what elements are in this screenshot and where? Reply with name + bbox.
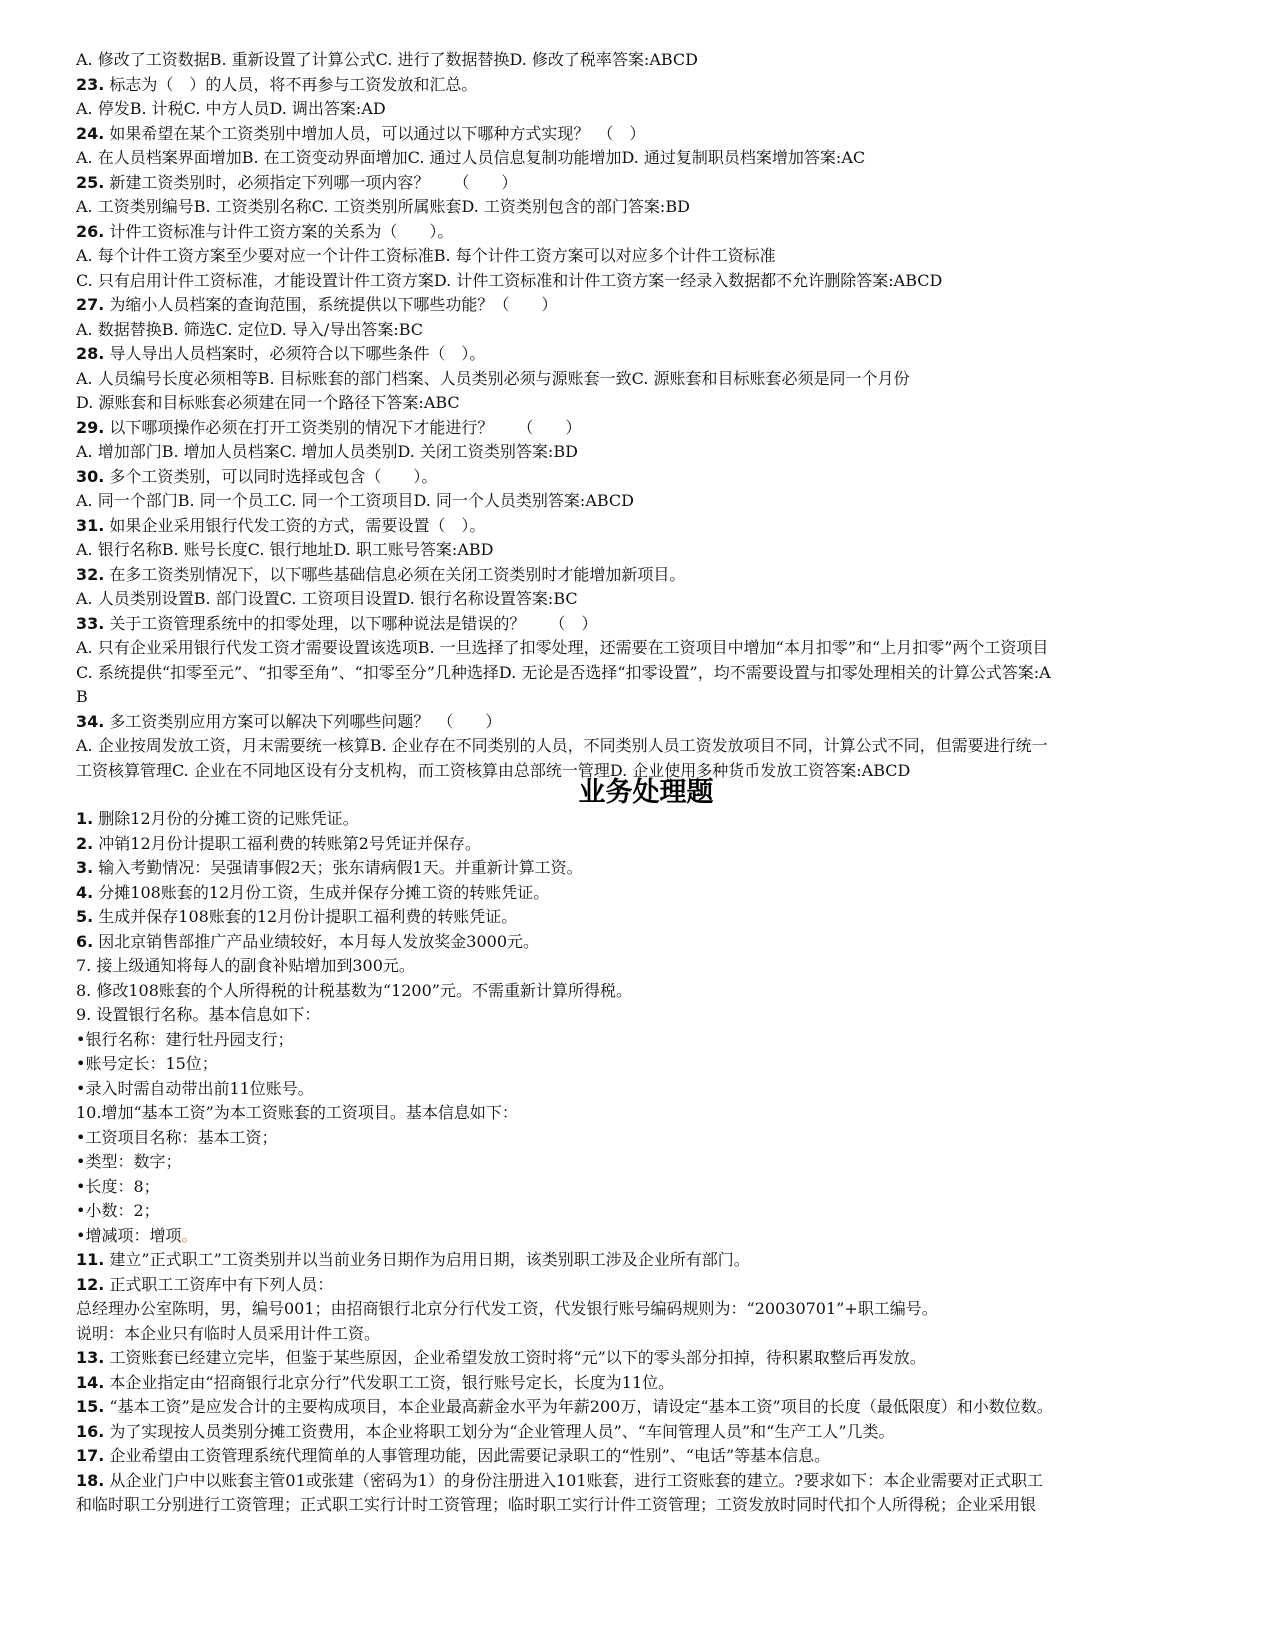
- task-4: 4. 分摊108账套的12月份工资，生成并保存分摊工资的转账凭证。: [76, 882, 550, 902]
- answer-line: D. 源账套和目标账套必须建在同一个路径下答案:ABC: [76, 393, 460, 412]
- task-14: 14. 本企业指定由“招商银行北京分行”代发职工工资，银行账号定长，长度为11位。: [76, 1372, 675, 1392]
- question-28: 28. 导人导出人员档案时，必须符合以下哪些条件（ ）。: [76, 344, 486, 363]
- task-8: 8. 修改108账套的个人所得税的计税基数为“1200”元。不需重新计算所得税。: [76, 980, 632, 1000]
- answer-line: A. 每个计件工资方案至少要对应一个计件工资标准B. 每个计件工资方案可以对应多个计件工资标准: [76, 246, 776, 265]
- accent-period: 。: [181, 1225, 198, 1245]
- question-31: 31. 如果企业采用银行代发工资的方式，需要设置（ ）。: [76, 515, 486, 535]
- answer-line: A. 同一个部门B. 同一个员工C. 同一个工资项目D. 同一个人员类别答案:ABCD: [76, 491, 635, 510]
- question-32: 32. 在多工资类别情况下，以下哪些基础信息必须在关闭工资类别时才能增加新项目。: [76, 564, 686, 584]
- task-9: 9. 设置银行名称。基本信息如下：: [76, 1005, 321, 1024]
- answer-line: A. 只有企业采用银行代发工资才需要设置该选项B. 一旦选择了扣零处理，还需要在工资项目中增加“本月扣零”和“上月扣零”两个工资项目: [76, 638, 1049, 657]
- answer-line: A. 停发B. 计税C. 中方人员D. 调出答案:AD: [76, 99, 386, 118]
- answer-line: A. 工资类别编号B. 工资类别名称C. 工资类别所属账套D. 工资类别包含的部门答案:BD: [76, 197, 690, 216]
- task-detail: 说明：本企业只有临时人员采用计件工资。: [76, 1323, 381, 1343]
- question-34: 34. 多工资类别应用方案可以解决下列哪些问题？ （ ）: [76, 711, 502, 731]
- task-1: 1. 删除12月份的分摊工资的记账凭证。: [76, 809, 359, 828]
- bullet-item: •小数：2；: [76, 1201, 160, 1220]
- multiple-choice-section: [76, 48, 1216, 783]
- question-30: 30. 多个工资类别，可以同时选择或包含（ ）。: [76, 466, 438, 486]
- task-10: 10.增加“基本工资”为本工资账套的工资项目。基本信息如下：: [76, 1103, 518, 1122]
- answer-line: A. 修改了工资数据B. 重新设置了计算公式C. 进行了数据替换D. 修改了税率答案:ABCD: [76, 50, 699, 69]
- question-27: 27. 为缩小人员档案的查询范围，系统提供以下哪些功能？（ ）: [76, 295, 558, 314]
- bullet-item: •账号定长：15位；: [76, 1054, 218, 1073]
- bullet-item: •工资项目名称：基本工资；: [76, 1127, 278, 1147]
- bullet-item: •类型：数字；: [76, 1152, 182, 1171]
- answer-line: 工资核算管理C. 企业在不同地区设有分支机构，而工资核算由总部统一管理D. 企业使用多种货币发放工资答案:ABCD: [76, 760, 911, 780]
- answer-line: A. 增加部门B. 增加人员档案C. 增加人员类别D. 关闭工资类别答案:BD: [76, 442, 578, 461]
- task-detail: 和临时职工分别进行工资管理；正式职工实行计时工资管理；临时职工实行计件工资管理；工资发放时同时代扣个人所得税；企业采用银: [76, 1495, 1037, 1514]
- question-24: 24. 如果希望在某个工资类别中增加人员，可以通过以下哪种方式实现？ （ ）: [76, 123, 646, 143]
- question-25: 25. 新建工资类别时，必须指定下列哪一项内容？ （ ）: [76, 172, 518, 192]
- bullet-item: •长度：8；: [76, 1176, 160, 1196]
- answer-line: C. 系统提供“扣零至元”、“扣零至角”、“扣零至分”几种选择D. 无论是否选择“扣零设置”，均不需要设置与扣零处理相关的计算公式答案:A: [76, 662, 1051, 682]
- answer-line: A. 企业按周发放工资，月末需要统一核算B. 企业存在不同类别的人员，不同类别人员工资发放项目不同，计算公式不同，但需要进行统一: [76, 736, 1048, 755]
- question-29: 29. 以下哪项操作必须在打开工资类别的情况下才能进行？ （ ）: [76, 417, 582, 437]
- task-15: 15. “基本工资”是应发合计的主要构成项目，本企业最高薪金水平为年薪200万，请设定“基本工资”项目的长度（最低限度）和小数位数。: [76, 1397, 1053, 1416]
- answer-line: A. 数据替换B. 筛选C. 定位D. 导入/导出答案:BC: [76, 319, 424, 339]
- task-7: 7. 接上级通知将每人的副食补贴增加到300元。: [76, 956, 415, 975]
- task-2: 2. 冲销12月份计提职工福利费的转账第2号凭证并保存。: [76, 833, 481, 853]
- answer-line: A. 人员类别设置B. 部门设置C. 工资项目设置D. 银行名称设置答案:BC: [76, 589, 578, 608]
- task-12: 12. 正式职工工资库中有下列人员：: [76, 1274, 334, 1294]
- question-26: 26. 计件工资标准与计件工资方案的关系为（ ）。: [76, 221, 454, 241]
- task-6: 6. 因北京销售部推广产品业绩较好，本月每人发放奖金3000元。: [76, 931, 540, 951]
- bullet-item: •录入时需自动带出前11位账号。: [76, 1078, 314, 1098]
- task-detail: 总经理办公室陈明，男，编号001；由招商银行北京分行代发工资，代发银行账号编码规则为：“20030701”+职工编号。: [76, 1299, 938, 1318]
- task-13: 13. 工资账套已经建立完毕，但鉴于某些原因，企业希望发放工资时将“元”以下的零头部分扣掉，待积累取整后再发放。: [76, 1348, 926, 1367]
- answer-line: B: [76, 687, 88, 706]
- task-11: 11. 建立”正式职工”工资类别并以当前业务日期作为启用日期，该类别职工涉及企业所有部门。: [76, 1250, 750, 1269]
- task-5: 5. 生成并保存108账套的12月份计提职工福利费的转账凭证。: [76, 907, 518, 926]
- question-33: 33. 关于工资管理系统中的扣零处理，以下哪种说法是错误的？ （ ）: [76, 613, 598, 633]
- task-17: 17. 企业希望由工资管理系统代理简单的人事管理功能，因此需要记录职工的“性别”、“电话”等基本信息。: [76, 1446, 831, 1465]
- task-16: 16. 为了实现按人员类别分摊工资费用，本企业将职工划分为“企业管理人员”、“车间管理人员”和“生产工人”几类。: [76, 1421, 895, 1441]
- question-23: 23. 标志为（ ）的人员，将不再参与工资发放和汇总。: [76, 74, 478, 94]
- task-3: 3. 输入考勤情况：吴强请事假2天；张东请病假1天。并重新计算工资。: [76, 858, 583, 877]
- section-title: 业务处理题: [578, 777, 714, 808]
- bullet-item: •增减项：增项。: [76, 1225, 198, 1245]
- answer-line: A. 在人员档案界面增加B. 在工资变动界面增加C. 通过人员信息复制功能增加D. 通过复制职员档案增加答案:AC: [76, 148, 866, 167]
- answer-line: A. 人员编号长度必须相等B. 目标账套的部门档案、人员类别必须与源账套一致C. 源账套和目标账套必须是同一个月份: [76, 368, 910, 388]
- answer-line: C. 只有启用计件工资标准，才能设置计件工资方案D. 计件工资标准和计件工资方案一经录入数据都不允许删除答案:ABCD: [76, 270, 943, 290]
- document-body: [76, 48, 1216, 1518]
- practice-section: [76, 807, 1216, 1518]
- task-18: 18. 从企业门户中以账套主管01或张建（密码为1）的身份注册进入101账套，进行工资账套的建立。?要求如下：本企业需要对正式职工: [76, 1470, 1044, 1490]
- bullet-item: •银行名称：建行牡丹园支行；: [76, 1029, 294, 1049]
- answer-line: A. 银行名称B. 账号长度C. 银行地址D. 职工账号答案:ABD: [76, 540, 494, 559]
